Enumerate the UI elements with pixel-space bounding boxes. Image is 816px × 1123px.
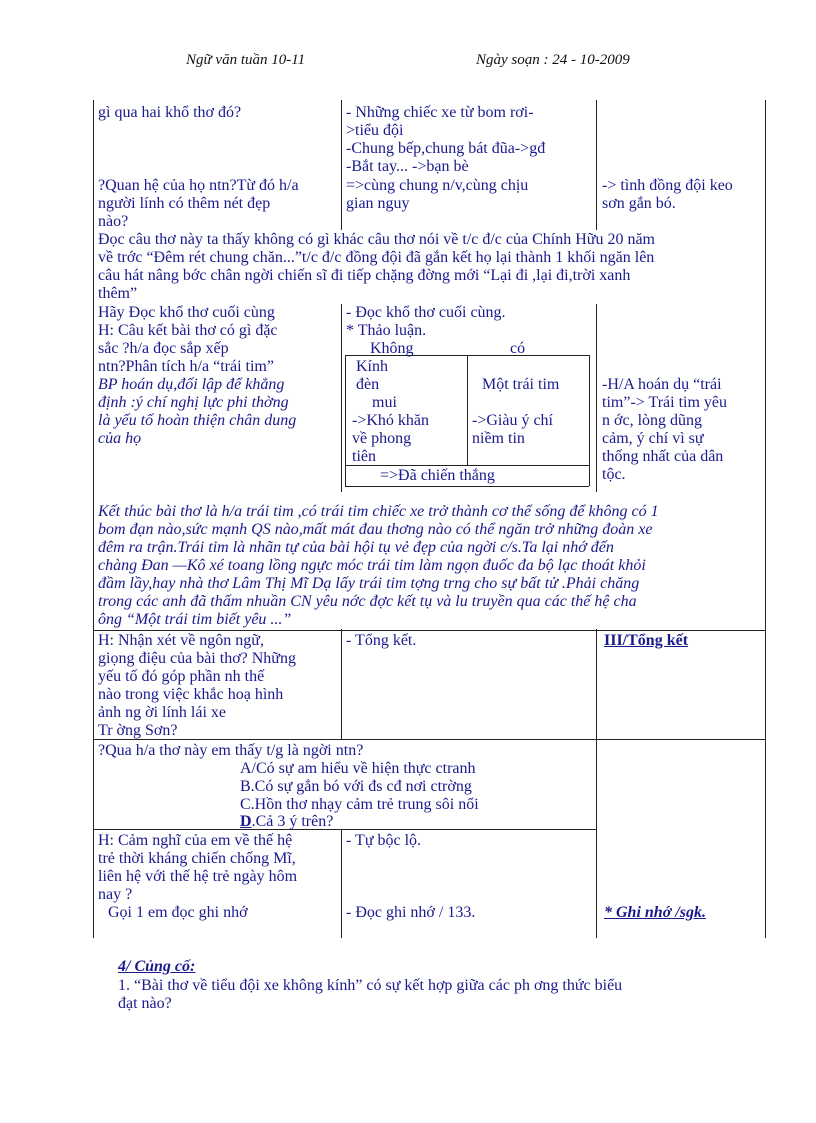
row2-left-1: H: Câu kết bài thơ có gì đặc [98,322,278,339]
row4-opt-c: C.Hồn thơ nhạy cảm trẻ trung sôi nổi [240,796,479,813]
para2-line-1: bom đạn nào,sức mạnh QS nào,mất mát đau thơng nào có thể ngăn trở những đoàn xe [98,521,653,538]
row5-left-0: H: Cảm nghĩ của em về thế hệ [98,832,293,849]
row1-mid-2: -Chung bếp,chung bát đũa->gđ [346,140,546,157]
inner-giau-0: ->Giàu ý chí [472,412,553,429]
row5-left-2: liên hệ với thế hệ trẻ ngày hôm [98,868,298,885]
row2-right-4: thống nhất của dân [602,448,724,465]
inner-kinh-1: đèn [356,376,380,393]
inner-co: có [510,340,526,357]
inner-kho-1: về phong [352,430,412,447]
para1-line-1: về trớc “Đêm rét chung chăn...”t/c đ/c đồng đội đã gắn kết họ lại thành 1 khối ngăn lên [98,249,655,266]
row1-mid-3: -Bắt tay... ->bạn bè [346,158,469,175]
row1-right-1: sơn gắn bó. [602,195,676,212]
para2-line-2: đêm ra trận.Trái tim là nhãn tự của bài hội tụ vẻ đẹp của ngời c/s.Ta lại nhớ đến [98,539,614,556]
row2-mid-1: * Thảo luận. [346,322,427,339]
row5-mid-0: - Tự bộc lộ. [346,832,422,849]
row2-right-1: tim”-> Trái tim yêu [602,394,728,411]
row1-q2-1: người lính có thêm nét đẹp [98,195,271,212]
row5-left-call: Gọi 1 em đọc ghi nhớ [108,904,248,921]
row3-left-0: H: Nhận xét về ngôn ngữ, [98,632,264,649]
row1-mid-0: - Những chiếc xe từ bom rơi- [346,104,534,121]
row2-left-0: Hãy Đọc khổ thơ cuối cùng [98,304,275,321]
row4-opt-d [240,813,333,831]
row3-left-4: ảnh ng ời lính lái xe [98,704,226,721]
row1-mid-4: =>cùng chung n/v,cùng chịu [346,177,529,194]
row1-q2-2: nào? [98,213,129,230]
row4-opt-a: A/Có sự am hiểu về hiện thực ctranh [240,760,476,777]
row2-italic-0: BP hoán dụ,đối lập để khẳng [98,376,285,393]
row4-question: ?Qua h/a thơ này em thấy t/g là ngời ntn? [98,742,364,759]
row1-mid-1: >tiểu đội [346,122,404,139]
row1-question: gì qua hai khổ thơ đó? [98,104,242,121]
para2-line-3: chàng Đan —Kô xé toang lồng ngực móc trái tim làm ngọn đuốc đa bộ lạc thoát khỏi [98,557,646,574]
row3-mid: - Tổng kết. [346,632,417,649]
row2-italic-3: của họ [98,430,142,447]
para1-line-2: câu hát nâng bớc chân ngời chiến sĩ đi tiếp chặng đờng mới “Lại đi ,lại đi,trời xanh [98,267,631,284]
row5-left-1: trẻ thời kháng chiến chống Mĩ, [98,850,296,867]
row4-opt-d-letter: D [240,813,252,830]
inner-trai-tim: Một trái tim [482,376,560,393]
para2-line-6: ông “Một trái tim biết yêu ...” [98,611,292,628]
row2-left-2: sắc ?h/a đọc sắp xếp [98,340,229,357]
inner-kho-2: tiên [352,448,376,465]
row2-italic-2: là yếu tố hoàn thiện chân dung [98,412,297,429]
row1-q2-0: ?Quan hệ của họ ntn?Từ đó h/a [98,177,299,194]
inner-kinh-2: mui [372,394,397,411]
row3-left-1: giọng điệu của bài thơ? Những [98,650,296,667]
inner-kinh-0: Kính [356,358,388,375]
row5-mid-1: - Đọc ghi nhớ / 133. [346,904,476,921]
row5-left-3: nay ? [98,886,133,903]
para2-line-4: đầm lầy,hay nhà thơ Lâm Thị Mĩ Dạ lấy trái tim tợng trng cho sự bất tử .Phải chăng [98,575,640,592]
row4-opt-d-text: .Cả 3 ý trên? [251,813,334,830]
section4-q-0: 1. “Bài thơ về tiểu đội xe không kính” có sự kết hợp giữa các ph ơng thức biểu [118,977,623,994]
row2-right-3: cảm, ý chí vì sự [602,430,704,447]
header-left: Ngữ văn tuần 10-11 [186,52,306,68]
inner-giau-1: niềm tin [472,430,525,447]
inner-khong: Không [370,340,414,357]
para2-line-0: Kết thúc bài thơ là h/a trái tim ,có trái tim chiếc xe trở thành cơ thể sống để không có 1 [98,503,659,520]
para1-line-3: thêm” [98,285,138,302]
row2-right-0: -H/A hoán dụ “trái [602,376,722,393]
inner-ket: =>Đã chiến thắng [380,467,495,484]
row1-mid-5: gian nguy [346,195,410,212]
row2-left-3: ntn?Phân tích h/a “trái tim” [98,358,274,375]
header-right: Ngày soạn : 24 - 10-2009 [476,52,630,68]
row2-right-2: n ớc, lòng dũng [602,412,703,429]
row2-right-5: tộc. [602,466,626,483]
section4-q-1: đạt nào? [118,995,172,1012]
para1-line-0: Đọc câu thơ này ta thấy không có gì khác câu thơ nói về t/c đ/c của Chính Hữu 20 năm [98,231,655,248]
row5-right-note: * Ghi nhớ /sgk. [604,904,706,921]
row2-italic-1: định :ý chí nghị lực phi thờng [98,394,289,411]
para2-line-5: trong các anh đã thấm nhuần CN yêu nớc đợc kết tụ và lu truyền qua các thế hệ cha [98,593,637,610]
row2-mid-0: - Đọc khổ thơ cuối cùng. [346,304,506,321]
inner-kho-0: ->Khó khăn [352,412,430,429]
row1-right-0: -> tình đồng đội keo [602,177,733,194]
row3-left-2: yếu tố đó góp phần nh thế [98,668,265,685]
row3-left-5: Tr ờng Sơn? [98,722,178,739]
row4-opt-b: B.Có sự gắn bó với đs cđ nơi ctrờng [240,778,472,795]
section4-title: 4/ Củng cố: [118,958,196,975]
row3-right-heading: III/Tổng kết [604,632,689,649]
row3-left-3: nào trong việc khắc hoạ hình [98,686,284,703]
